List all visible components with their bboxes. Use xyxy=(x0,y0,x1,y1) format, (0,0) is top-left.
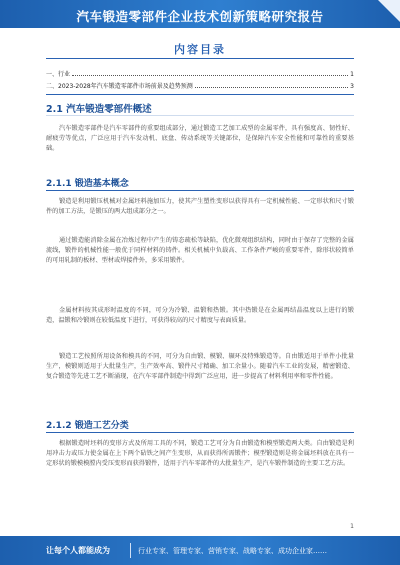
paragraph: 汽车锻造零部件是汽车零部件的重要组成部分，通过锻造工艺加工成型的金属零件，具有强度高、韧性好、耐疲劳等优点，广泛应用于汽车发动机、底盘、传动系统等关键部位，是保障汽车安全性能和可靠性的重要基础。 xyxy=(46,125,354,153)
toc-leader-dots xyxy=(195,86,348,88)
paragraph: 通过锻造能消除金属在冶炼过程中产生的铸态疏松等缺陷，优化微观组织结构，同时由于保存了完整的金属流线，锻件的机械性能一般优于同样材料的铸件。相关机械中负载高、工作条件严峻的重要零件，除形状较简单的可用轧制的板材、型材或焊接件外，多采用锻件。 xyxy=(46,237,354,265)
header-band xyxy=(0,0,400,28)
section-heading-rule xyxy=(46,115,354,116)
footer-band xyxy=(0,536,400,565)
footer-tagline: 行业专家、管理专家、营销专家、战略专家、成功企业家…… xyxy=(138,547,327,555)
paragraph: 锻造工艺按照所用设备和模具的不同，可分为自由锻、模锻、辗环及特殊锻造等。自由锻适用于单件小批量生产，模锻则适用于大批量生产，生产效率高、锻件尺寸精确、加工余量小。随着汽车工业的发展，精密锻造、复合锻造等先进工艺不断涌现，在汽车零部件制造中得到广泛应用，进一步提高了材料利用率和零件性能。 xyxy=(46,353,354,381)
toc-item[interactable] xyxy=(46,68,354,78)
footer-slogan: 让每个人都能成为 xyxy=(46,546,110,555)
toc-leader-dots xyxy=(72,74,348,76)
toc-item-page: 3 xyxy=(350,83,354,90)
report-title: 汽车锻造零部件企业技术创新策略研究报告 xyxy=(76,9,324,24)
toc-item-page: 1 xyxy=(350,71,354,78)
section-heading-2-1: 2.1 汽车锻造零部件概述 xyxy=(46,104,152,115)
toc-top-rule xyxy=(46,58,354,59)
section-heading-2-1-1: 2.1.1 锻造基本概念 xyxy=(46,179,129,189)
paragraph: 金属材料按其成形时温度的不同，可分为冷锻、温锻和热锻。其中热锻是在金属再结晶温度以上进行的锻造，温锻和冷锻则在较低温度下进行，可获得较高的尺寸精度与表面质量。 xyxy=(46,307,354,325)
paragraph: 锻造是利用锻压机械对金属坯料施加压力，使其产生塑性变形以获得具有一定机械性能、一定形状和尺寸锻件的加工方法，是锻压的两大组成部分之一。 xyxy=(46,198,354,216)
page-corner-fold xyxy=(378,0,400,22)
toc-title: 内容目录 xyxy=(174,43,226,56)
section-heading-rule xyxy=(46,190,354,191)
toc-bottom-rule xyxy=(46,94,354,95)
toc-item-text: 一、行业 xyxy=(46,71,71,78)
footer-divider xyxy=(130,543,131,558)
section-heading-rule xyxy=(46,432,354,433)
toc-item[interactable] xyxy=(46,80,354,90)
toc-item-text: 二、2023-2028年汽车锻造零部件市场前景及趋势预测 xyxy=(46,83,193,90)
section-heading-2-1-2: 2.1.2 锻造工艺分类 xyxy=(46,421,129,431)
page-number: 1 xyxy=(350,523,354,530)
paragraph: 根据锻造时坯料的变形方式及所用工具的不同，锻造工艺可分为自由锻造和模型锻造两大类。自由锻造是利用冲击力或压力使金属在上下两个砧铁之间产生变形，从而获得所需锻件；模型锻造则是将金属坯料放在具有一定形状的锻模模膛内受压变形而获得锻件，适用于汽车零部件的大批量生产，是汽车锻件制造的主要工艺方法。 xyxy=(46,440,354,468)
